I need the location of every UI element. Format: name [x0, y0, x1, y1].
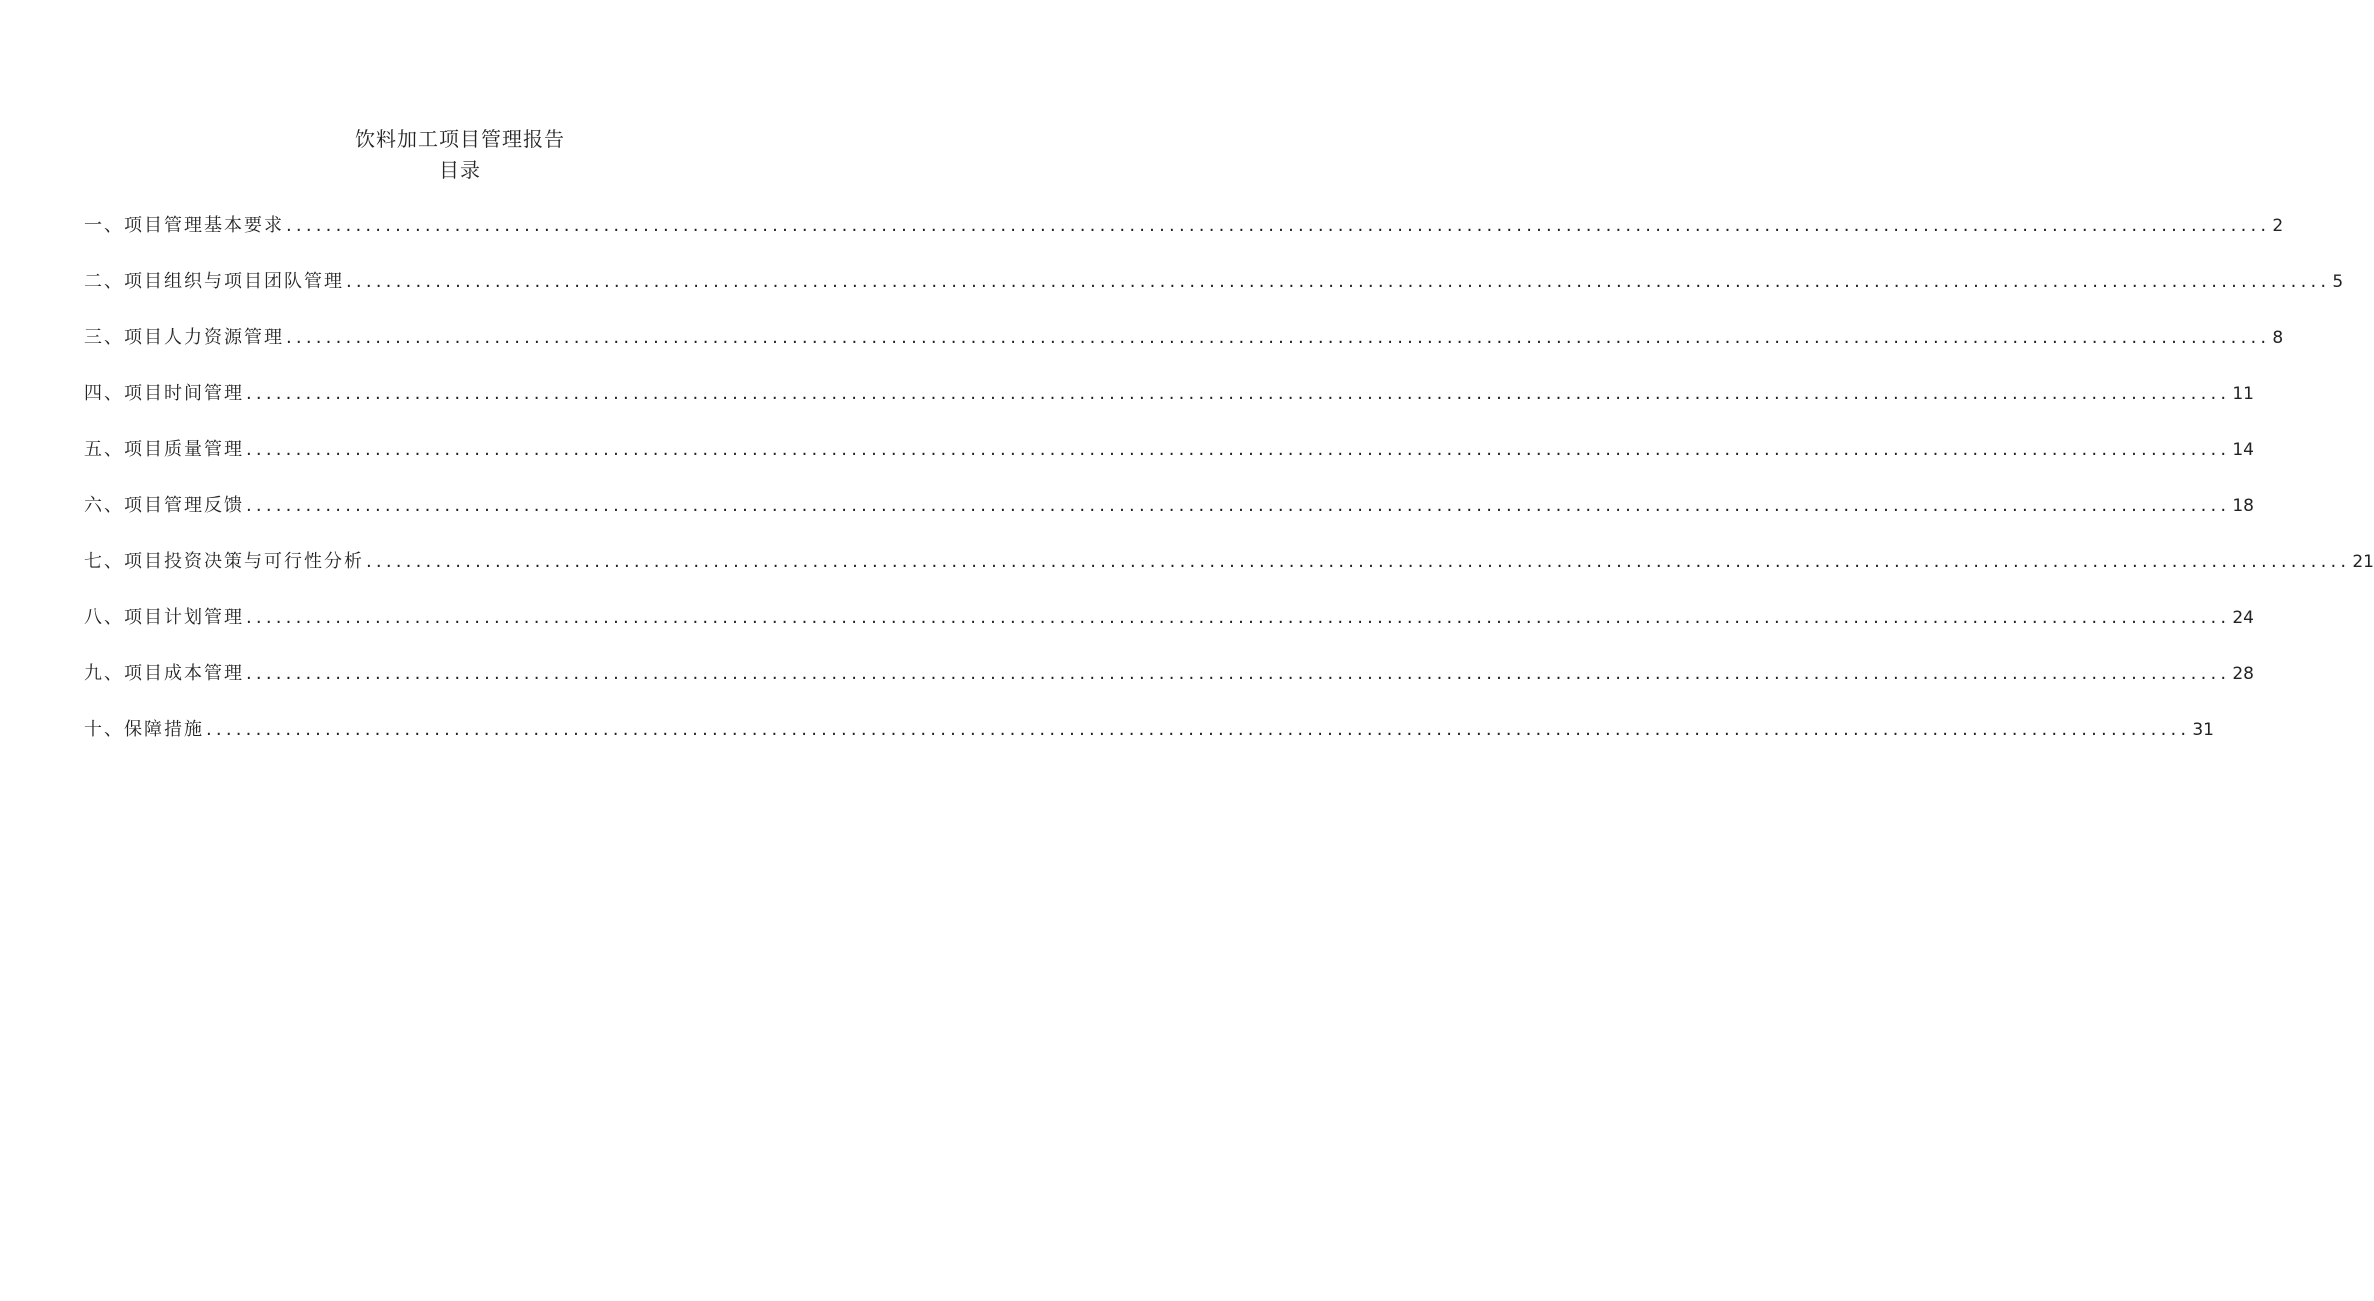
- toc-heading: 目录: [439, 158, 481, 182]
- toc-page-number: 28: [2232, 664, 2254, 684]
- toc-page-number: 21: [2352, 552, 2374, 572]
- toc-leader-dots: ........................................................................................................................................................................................................: [286, 215, 2271, 236]
- toc-entry-label: 九、项目成本管理: [84, 663, 244, 684]
- toc-entry[interactable]: [84, 491, 2254, 521]
- toc-page-number: 14: [2232, 440, 2254, 460]
- toc-entry[interactable]: [84, 435, 2254, 465]
- toc-page-number: 2: [2272, 216, 2284, 236]
- toc-entry-label: 四、项目时间管理: [84, 383, 244, 404]
- toc-page-number: 5: [2332, 272, 2344, 292]
- toc-leader-dots: ........................................................................................................................................................................................................: [246, 439, 2231, 460]
- toc-entry[interactable]: [84, 211, 2284, 241]
- toc-page-number: 24: [2232, 608, 2254, 628]
- toc-entry[interactable]: [84, 267, 2344, 297]
- toc-entry-label: 十、保障措施: [84, 719, 204, 740]
- toc-leader-dots: ........................................................................................................................................................................................................: [366, 551, 2351, 572]
- toc-page-number: 18: [2232, 496, 2254, 516]
- toc-page-number: 11: [2232, 384, 2254, 404]
- toc-entry[interactable]: [84, 547, 2374, 577]
- toc-leader-dots: ........................................................................................................................................................................................................: [206, 719, 2191, 740]
- toc-entry-label: 二、项目组织与项目团队管理: [84, 271, 344, 292]
- toc-leader-dots: ........................................................................................................................................................................................................: [246, 383, 2231, 404]
- toc-leader-dots: ........................................................................................................................................................................................................: [246, 607, 2231, 628]
- toc-entry[interactable]: [84, 379, 2254, 409]
- toc-leader-dots: ........................................................................................................................................................................................................: [246, 495, 2231, 516]
- toc-page-number: 31: [2192, 720, 2214, 740]
- toc-entry-label: 七、项目投资决策与可行性分析: [84, 551, 364, 572]
- document-title: 饮料加工项目管理报告: [355, 127, 565, 151]
- toc-entry-label: 一、项目管理基本要求: [84, 215, 284, 236]
- toc-entry[interactable]: [84, 715, 2214, 745]
- toc-entry-label: 五、项目质量管理: [84, 439, 244, 460]
- toc-entry[interactable]: [84, 603, 2254, 633]
- toc-entry-label: 八、项目计划管理: [84, 607, 244, 628]
- table-of-contents: [84, 211, 2374, 771]
- toc-entry-label: 六、项目管理反馈: [84, 495, 244, 516]
- toc-entry[interactable]: [84, 659, 2254, 689]
- toc-leader-dots: ........................................................................................................................................................................................................: [246, 663, 2231, 684]
- toc-page-number: 8: [2272, 328, 2284, 348]
- toc-leader-dots: ........................................................................................................................................................................................................: [346, 271, 2331, 292]
- toc-entry[interactable]: [84, 323, 2284, 353]
- toc-leader-dots: ........................................................................................................................................................................................................: [286, 327, 2271, 348]
- toc-entry-label: 三、项目人力资源管理: [84, 327, 284, 348]
